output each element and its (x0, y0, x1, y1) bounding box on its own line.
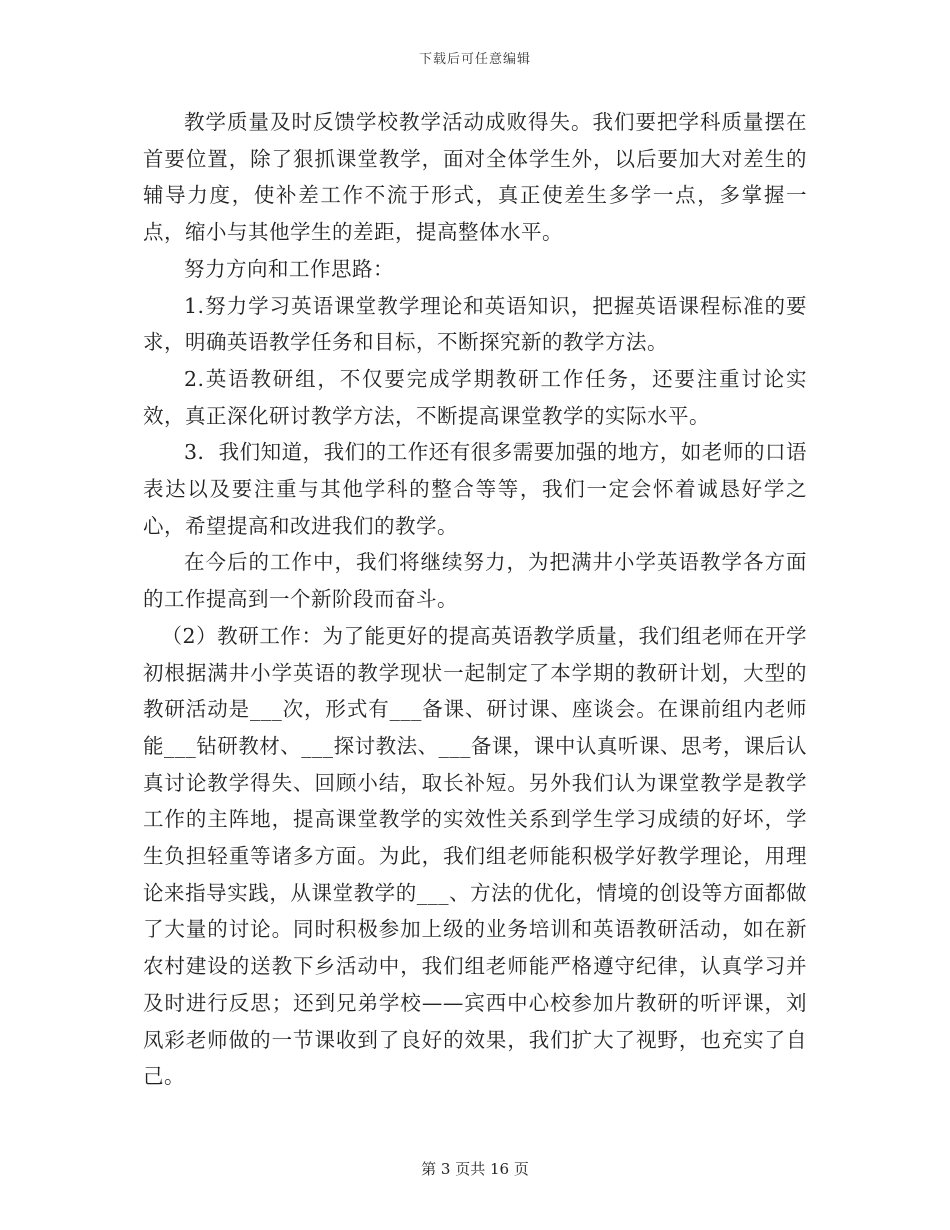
paragraph-item-3: 3．我们知道，我们的工作还有很多需要加强的地方，如老师的口语表达以及要注重与其他学科的整合等等，我们一定会怀着诚恳好学之心，希望提高和改进我们的教学。 (143, 440, 807, 538)
paragraph-item-2: 2.英语教研组，不仅要完成学期教研工作任务，还要注重讨论实效，真正深化研讨教学方法，不断提高课堂教学的实际水平。 (143, 366, 807, 428)
paragraph-future-work: 在今后的工作中，我们将继续努力，为把满井小学英语教学各方面的工作提高到一个新阶段而奋斗。 (143, 550, 807, 612)
page-header: 下载后可任意编辑 (418, 52, 531, 67)
paragraph-teaching-research: （2）教研工作：为了能更好的提高英语教学质量，我们组老师在开学初根据满井小学英语的教学现状一起制定了本学期的教研计划，大型的教研活动是___次，形式有___备课、研讨课、座谈会。在课前组内老师能___钻研教材、___探讨教法、___备课，课中认真听课、思考，课后认真讨论教学得失、回顾小结，取长补短。另外我们认为课堂教学是教学工作的主阵地，提高课堂教学的实效性关系到学生学习成绩的好坏，学生负担轻重等诸多方面。为此，我们组老师能积极学好教学理论，用理论来指导实践，从课堂教学的___、方法的优化，情境的创设等方面都做了大量的讨论。同时积极参加上级的业务培训和英语教研活动，如在新农村建设的送教下乡活动中，我们组老师能严格遵守纪律，认真学习并及时进行反思；还到兄弟学校——宾西中心校参加片教研的听评课，刘凤彩老师做的一节课收到了良好的效果，我们扩大了视野，也充实了自己。 (143, 623, 807, 1089)
document-body (143, 104, 807, 1095)
paragraph-quality-feedback: 教学质量及时反馈学校教学活动成败得失。我们要把学科质量摆在首要位置，除了狠抓课堂教学，面对全体学生外，以后要加大对差生的辅导力度，使补差工作不流于形式，真正使差生多学一点，多掌握一点，缩小与其他学生的差距，提高整体水平。 (143, 110, 807, 245)
paragraph-item-1: 1.努力学习英语课堂教学理论和英语知识，把握英语课程标准的要求，明确英语教学任务和目标，不断探究新的教学方法。 (143, 293, 807, 355)
paragraph-direction-heading: 努力方向和工作思路： (184, 256, 394, 281)
page-number: 第 3 页共 16 页 (421, 1160, 529, 1178)
